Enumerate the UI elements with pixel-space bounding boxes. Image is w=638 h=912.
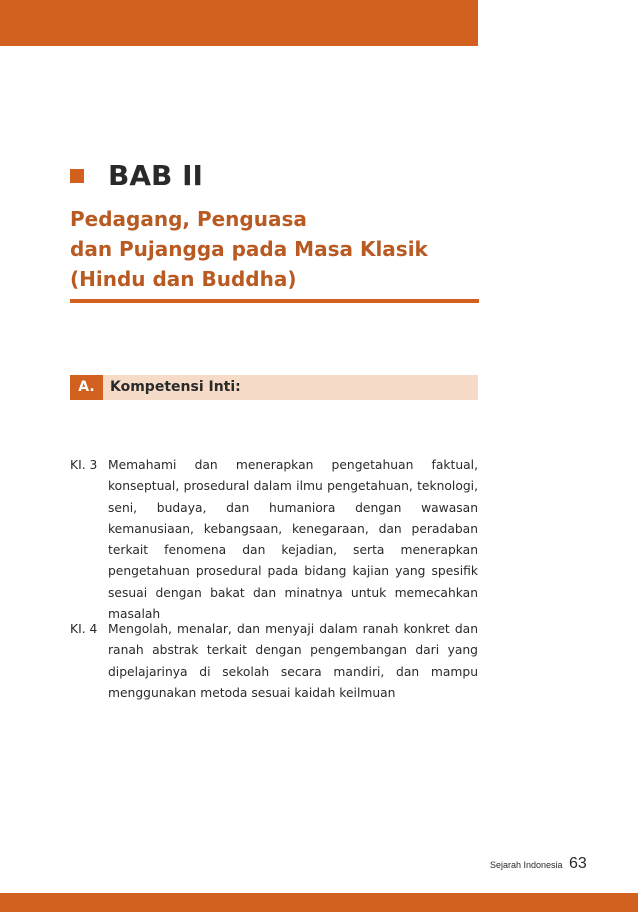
- section-title: Kompetensi Inti:: [110, 379, 241, 395]
- top-decorative-bar: [0, 0, 478, 46]
- square-bullet-icon: [70, 169, 84, 183]
- chapter-title: [70, 204, 490, 294]
- page-number: 63: [569, 855, 587, 872]
- competency-text: Mengolah, menalar, dan menyaji dalam ranah konkret dan ranah abstrak terkait dengan pengembangan dari yang dipelajarinya di sekolah secara mandiri, dan mampu menggunakan metoda sesuai kaidah keilmuan: [108, 622, 478, 700]
- section-letter-badge: A.: [70, 375, 103, 400]
- competency-item: [70, 619, 478, 704]
- chapter-title-line: Pedagang, Penguasa: [70, 207, 307, 231]
- chapter-title-line: dan Pujangga pada Masa Klasik: [70, 237, 428, 261]
- competency-label: KI. 3: [70, 458, 98, 472]
- competency-label: KI. 4: [70, 622, 98, 636]
- footer-book-title: Sejarah Indonesia: [490, 860, 563, 870]
- chapter-label: BAB II: [108, 159, 203, 192]
- bottom-decorative-bar: [0, 893, 638, 912]
- competency-item: [70, 455, 478, 625]
- chapter-title-line: (Hindu dan Buddha): [70, 267, 297, 291]
- competency-text: Memahami dan menerapkan pengetahuan faktual, konseptual, prosedural dalam ilmu pengetahuan, teknologi, seni, budaya, dan humaniora dengan wawasan kemanusiaan, kebangsaan, kenegaraan, dan peradaban terkait fenomena dan kejadian, serta menerapkan pengetahuan prosedural pada bidang kajian yang spesifik sesuai dengan bakat dan minatnya untuk memecahkan masalah: [108, 458, 478, 622]
- section-header: [70, 375, 478, 400]
- title-underline: [70, 299, 479, 303]
